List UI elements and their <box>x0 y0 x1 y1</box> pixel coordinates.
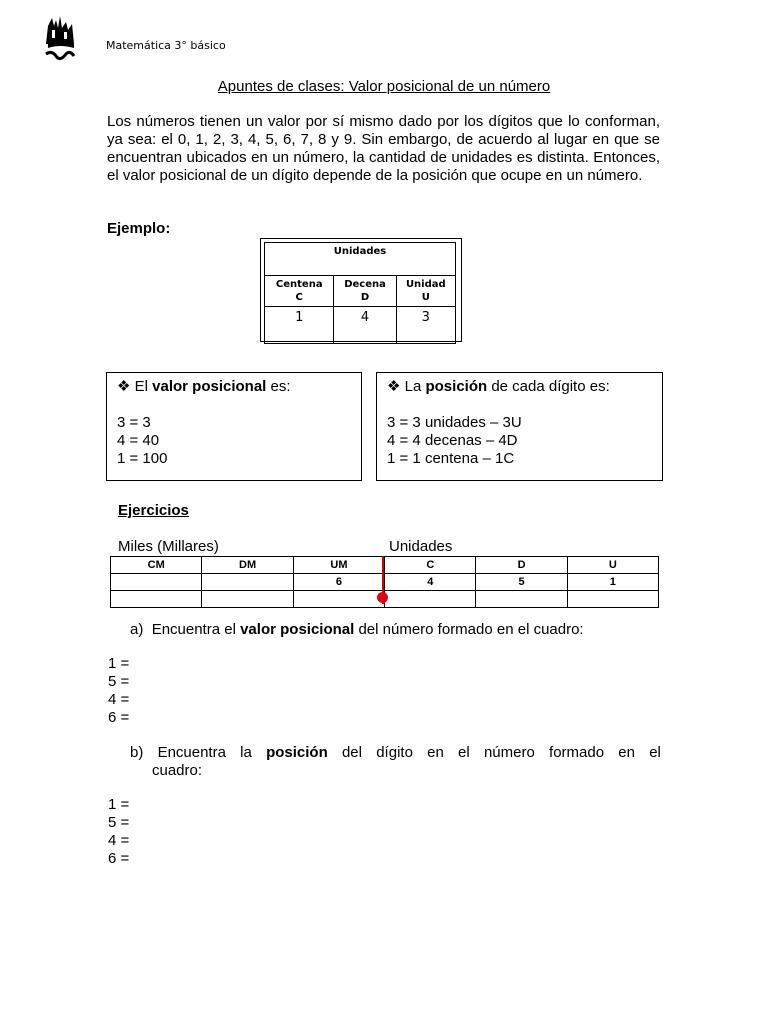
example-group-header: Unidades <box>265 243 456 276</box>
answer-list-b <box>108 796 129 868</box>
separator-dot-marker <box>377 592 388 603</box>
table-cell <box>293 591 384 608</box>
col-cm: CM <box>111 557 202 574</box>
valor-line: 4 = 40 <box>117 432 160 449</box>
list-item: 4 = <box>108 832 130 849</box>
example-col-unidad: Unidad U <box>396 276 455 307</box>
list-item: 6 = <box>108 850 130 867</box>
table-row <box>111 574 659 591</box>
question-a: a) Encuentra el valor posicional del número formado en el cuadro: <box>130 621 584 638</box>
table-cell <box>567 591 658 608</box>
question-b: b) Encuentra la posición del dígito en el número formado en el cuadro: <box>130 744 661 779</box>
posicion-line: 3 = 3 unidades – 3U <box>387 414 522 431</box>
unidades-label: Unidades <box>389 538 453 555</box>
col-um: UM <box>293 557 384 574</box>
table-header-row <box>111 557 659 574</box>
col-d: D <box>476 557 567 574</box>
intro-paragraph: Los números tienen un valor por sí mismo dado por los dígitos que lo conforman, ya sea: el 0, 1, 2, 3, 4, 5, 6, 7, 8 y 9. Sin embargo, de acuerdo al lugar en que se encuentran ubicados en un número, la cantidad de unidades es distinta. Entonces, el valor posicional de un dígito depende de la posición que ocupe en un número. <box>107 113 660 184</box>
list-item: 1 = <box>108 796 130 813</box>
table-cell <box>111 591 202 608</box>
valor-line: 1 = 100 <box>117 450 168 467</box>
col-c: C <box>385 557 476 574</box>
list-item: 4 = <box>108 691 130 708</box>
example-col-decena: Decena D <box>334 276 396 307</box>
table-cell: 4 <box>385 574 476 591</box>
exercises-heading: Ejercicios <box>118 502 189 519</box>
valor-posicional-box <box>106 372 362 481</box>
school-logo <box>42 14 78 66</box>
table-cell <box>476 591 567 608</box>
example-value-u: 3 <box>396 307 455 344</box>
col-u: U <box>567 557 658 574</box>
list-item: 5 = <box>108 814 130 831</box>
posicion-line: 4 = 4 decenas – 4D <box>387 432 518 449</box>
col-dm: DM <box>202 557 293 574</box>
posicion-heading: ❖ La posición de cada dígito es: <box>387 378 610 395</box>
page-title: Apuntes de clases: Valor posicional de un número <box>217 78 551 95</box>
subject-header: Matemática 3° básico <box>106 39 226 52</box>
example-label: Ejemplo: <box>107 220 171 237</box>
list-item: 5 = <box>108 673 130 690</box>
table-cell: 1 <box>567 574 658 591</box>
example-value-c: 1 <box>265 307 334 344</box>
table-cell: 6 <box>293 574 384 591</box>
posicion-line: 1 = 1 centena – 1C <box>387 450 515 467</box>
table-cell: 5 <box>476 574 567 591</box>
example-table <box>264 242 456 344</box>
valor-line: 3 = 3 <box>117 414 151 431</box>
list-item: 1 = <box>108 655 130 672</box>
miles-label: Miles (Millares) <box>118 538 219 555</box>
diamond-bullet-icon: ❖ <box>387 378 401 395</box>
list-item: 6 = <box>108 709 130 726</box>
table-cell <box>202 574 293 591</box>
example-value-d: 4 <box>334 307 396 344</box>
table-cell <box>385 591 476 608</box>
table-cell <box>202 591 293 608</box>
posicion-box <box>376 372 663 481</box>
table-cell <box>111 574 202 591</box>
answer-list-a <box>108 655 129 727</box>
example-col-centena: Centena C <box>265 276 334 307</box>
valor-posicional-heading: ❖ El valor posicional es: <box>117 378 291 395</box>
diamond-bullet-icon: ❖ <box>117 378 131 395</box>
